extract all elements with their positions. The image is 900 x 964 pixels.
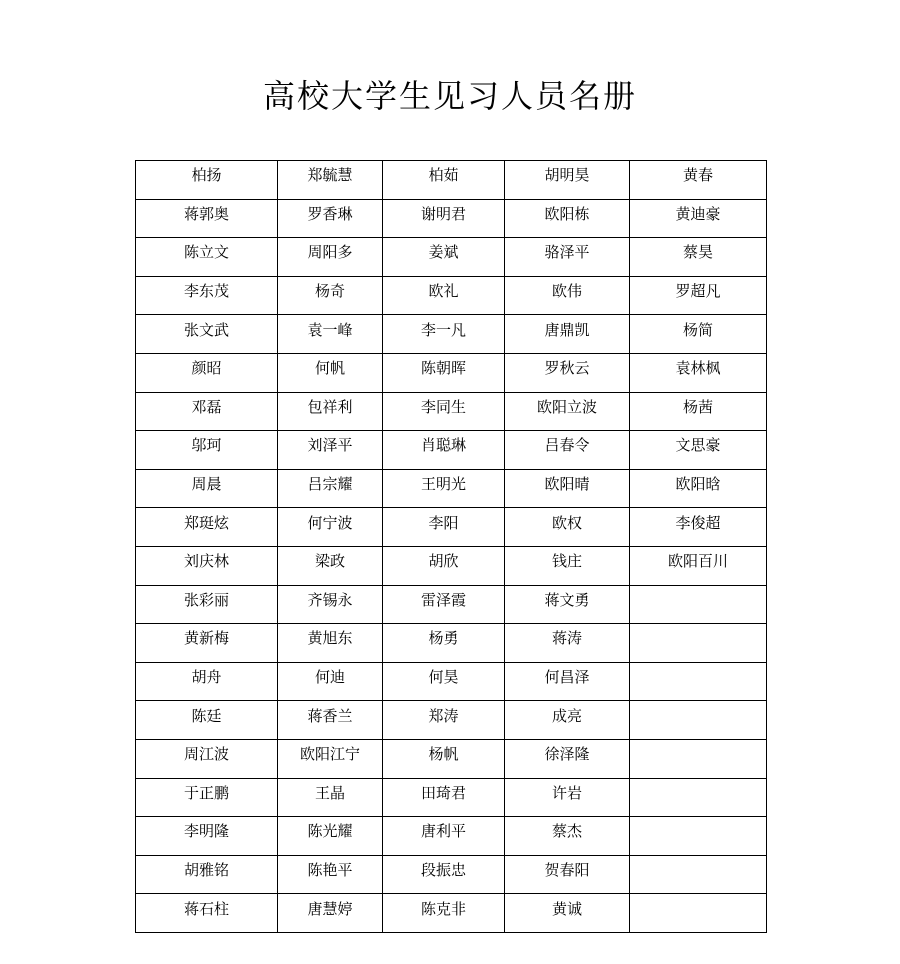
name-cell: 李一凡 — [383, 315, 505, 354]
table-row — [136, 353, 767, 392]
name-cell: 罗香琳 — [278, 199, 383, 238]
name-cell: 周晨 — [136, 469, 278, 508]
name-cell: 欧阳晴 — [505, 469, 630, 508]
name-cell: 刘庆林 — [136, 546, 278, 585]
table-row — [136, 585, 767, 624]
name-cell: 欧礼 — [383, 276, 505, 315]
name-cell: 吕春令 — [505, 431, 630, 470]
name-cell: 胡明昊 — [505, 161, 630, 200]
name-cell: 唐慧婷 — [278, 894, 383, 933]
name-cell: 周江波 — [136, 739, 278, 778]
name-cell: 肖聪琳 — [383, 431, 505, 470]
name-cell: 李明隆 — [136, 817, 278, 856]
name-cell: 刘泽平 — [278, 431, 383, 470]
table-row — [136, 817, 767, 856]
name-cell: 何迪 — [278, 662, 383, 701]
name-cell: 周阳多 — [278, 238, 383, 277]
table-row — [136, 431, 767, 470]
name-cell: 雷泽霞 — [383, 585, 505, 624]
name-cell: 郑毓慧 — [278, 161, 383, 200]
table-row — [136, 276, 767, 315]
name-cell: 唐利平 — [383, 817, 505, 856]
name-cell: 蒋香兰 — [278, 701, 383, 740]
table-row — [136, 778, 767, 817]
name-cell: 罗秋云 — [505, 353, 630, 392]
name-cell — [630, 585, 767, 624]
name-cell: 杨茜 — [630, 392, 767, 431]
name-cell: 何昌泽 — [505, 662, 630, 701]
name-cell: 唐鼎凯 — [505, 315, 630, 354]
table-row — [136, 701, 767, 740]
name-cell: 欧阳百川 — [630, 546, 767, 585]
name-cell: 陈光耀 — [278, 817, 383, 856]
name-cell — [630, 855, 767, 894]
name-cell: 蒋文勇 — [505, 585, 630, 624]
name-cell: 杨勇 — [383, 624, 505, 663]
name-cell: 包祥利 — [278, 392, 383, 431]
name-cell — [630, 778, 767, 817]
name-cell: 文思豪 — [630, 431, 767, 470]
name-cell: 骆泽平 — [505, 238, 630, 277]
name-cell: 蔡杰 — [505, 817, 630, 856]
name-cell: 蒋涛 — [505, 624, 630, 663]
name-cell: 杨简 — [630, 315, 767, 354]
name-cell: 黄迪豪 — [630, 199, 767, 238]
name-cell: 张文武 — [136, 315, 278, 354]
name-cell: 柏扬 — [136, 161, 278, 200]
name-cell: 蒋郭奥 — [136, 199, 278, 238]
name-cell: 罗超凡 — [630, 276, 767, 315]
name-cell: 黄新梅 — [136, 624, 278, 663]
name-cell: 何帆 — [278, 353, 383, 392]
name-cell: 蒋石柱 — [136, 894, 278, 933]
table-row — [136, 624, 767, 663]
table-row — [136, 161, 767, 200]
name-cell — [630, 739, 767, 778]
name-cell: 成亮 — [505, 701, 630, 740]
table-row — [136, 469, 767, 508]
name-cell: 邓磊 — [136, 392, 278, 431]
name-cell: 杨奇 — [278, 276, 383, 315]
name-cell: 陈艳平 — [278, 855, 383, 894]
table-row — [136, 662, 767, 701]
table-row — [136, 855, 767, 894]
name-cell: 田琦君 — [383, 778, 505, 817]
name-cell — [630, 894, 767, 933]
name-cell: 于正鹏 — [136, 778, 278, 817]
name-cell: 李阳 — [383, 508, 505, 547]
name-cell: 李俊超 — [630, 508, 767, 547]
table-row — [136, 739, 767, 778]
name-cell: 蔡昊 — [630, 238, 767, 277]
name-cell: 许岩 — [505, 778, 630, 817]
name-cell: 欧伟 — [505, 276, 630, 315]
name-cell: 姜斌 — [383, 238, 505, 277]
name-cell: 陈立文 — [136, 238, 278, 277]
name-cell: 郑涛 — [383, 701, 505, 740]
name-cell: 黄诚 — [505, 894, 630, 933]
name-cell: 梁政 — [278, 546, 383, 585]
table-row — [136, 199, 767, 238]
name-cell: 欧阳立波 — [505, 392, 630, 431]
name-cell: 胡舟 — [136, 662, 278, 701]
table-row — [136, 546, 767, 585]
name-cell: 颜昭 — [136, 353, 278, 392]
name-cell: 黄旭东 — [278, 624, 383, 663]
name-cell: 贺春阳 — [505, 855, 630, 894]
name-cell: 谢明君 — [383, 199, 505, 238]
name-cell: 胡欣 — [383, 546, 505, 585]
roster-table-body — [136, 161, 767, 933]
name-cell — [630, 624, 767, 663]
name-cell: 钱庄 — [505, 546, 630, 585]
name-cell: 欧阳栋 — [505, 199, 630, 238]
name-cell: 郑珽炫 — [136, 508, 278, 547]
name-cell: 袁一峰 — [278, 315, 383, 354]
name-cell: 胡雅铭 — [136, 855, 278, 894]
name-cell: 李同生 — [383, 392, 505, 431]
name-cell: 欧权 — [505, 508, 630, 547]
page-title: 高校大学生见习人员名册 — [262, 77, 637, 115]
name-cell — [630, 701, 767, 740]
name-cell: 何宁波 — [278, 508, 383, 547]
name-cell: 袁林枫 — [630, 353, 767, 392]
table-row — [136, 315, 767, 354]
table-row — [136, 238, 767, 277]
name-cell — [630, 817, 767, 856]
name-cell: 邬珂 — [136, 431, 278, 470]
table-row — [136, 508, 767, 547]
name-cell: 齐锡永 — [278, 585, 383, 624]
table-row — [136, 392, 767, 431]
table-row — [136, 894, 767, 933]
name-cell: 张彩丽 — [136, 585, 278, 624]
name-cell: 李东茂 — [136, 276, 278, 315]
name-cell: 杨帆 — [383, 739, 505, 778]
name-cell: 陈克非 — [383, 894, 505, 933]
name-cell: 徐泽隆 — [505, 739, 630, 778]
name-cell: 柏茹 — [383, 161, 505, 200]
name-cell — [630, 662, 767, 701]
name-cell: 何昊 — [383, 662, 505, 701]
name-cell: 王晶 — [278, 778, 383, 817]
name-cell: 陈朝晖 — [383, 353, 505, 392]
name-cell: 黄春 — [630, 161, 767, 200]
name-cell: 欧阳晗 — [630, 469, 767, 508]
name-cell: 陈廷 — [136, 701, 278, 740]
name-cell: 吕宗耀 — [278, 469, 383, 508]
roster-table — [135, 160, 767, 933]
name-cell: 欧阳江宁 — [278, 739, 383, 778]
name-cell: 王明光 — [383, 469, 505, 508]
name-cell: 段振忠 — [383, 855, 505, 894]
